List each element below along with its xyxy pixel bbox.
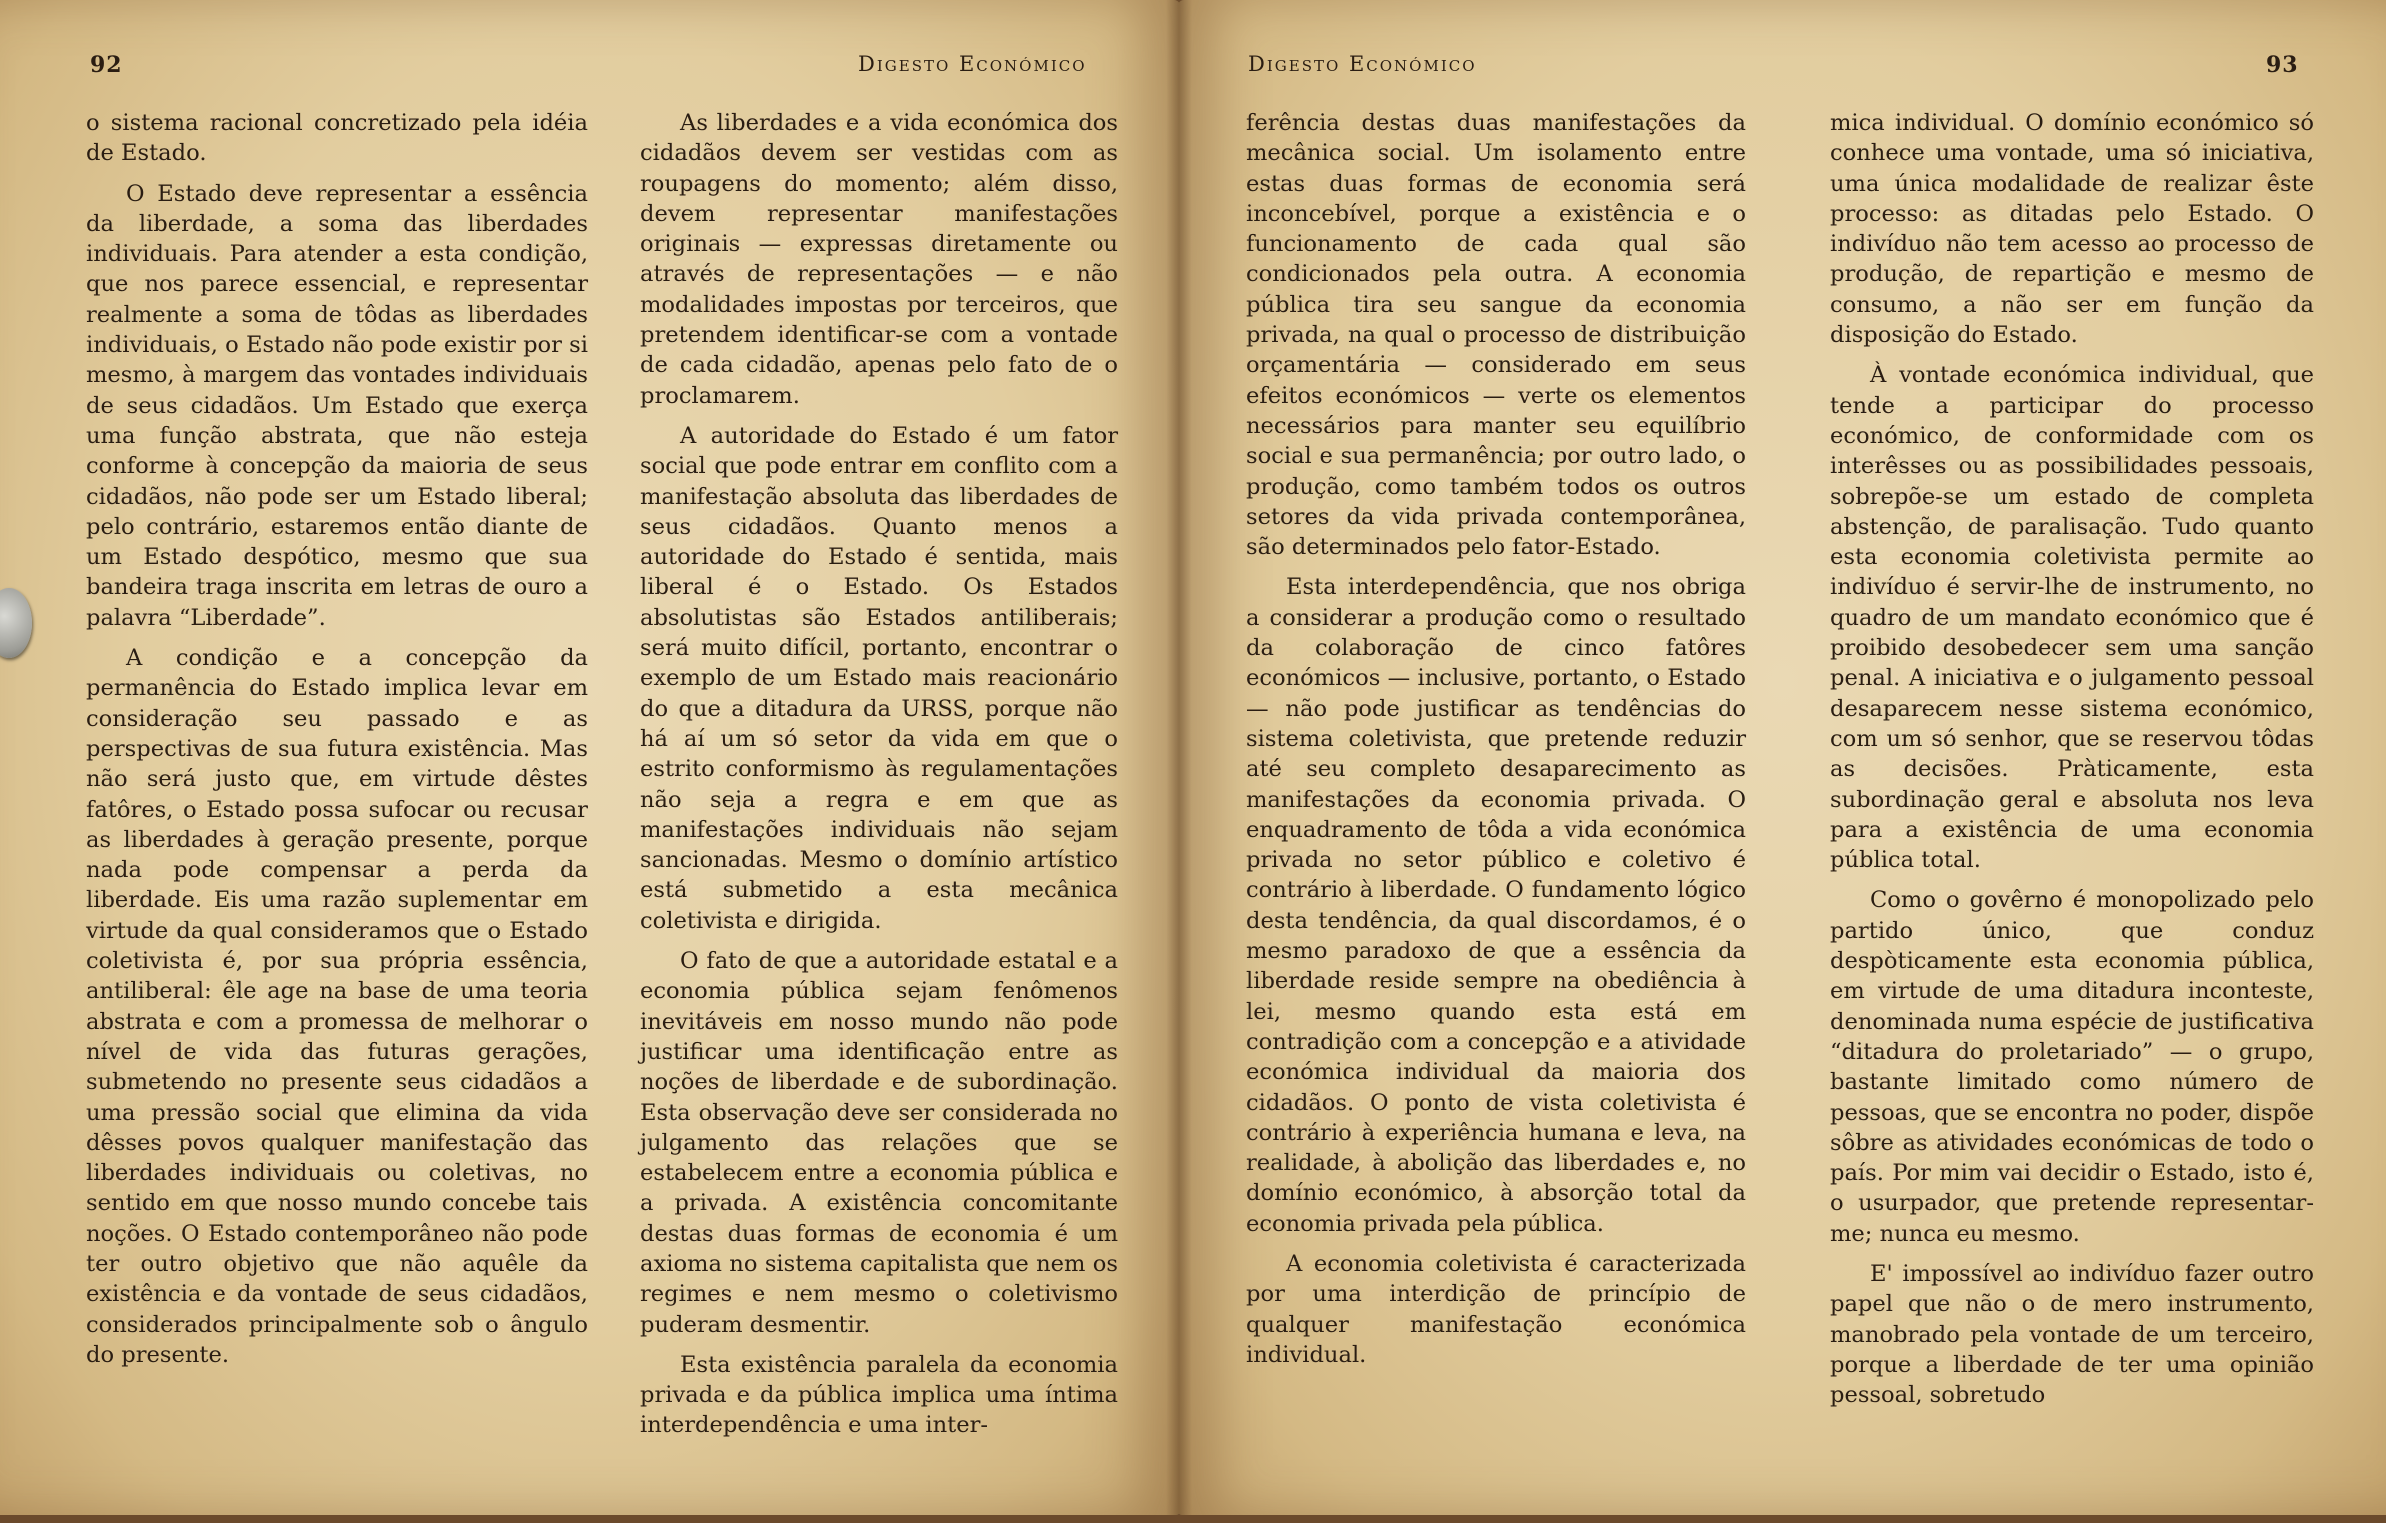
right-page	[1178, 0, 2386, 1515]
paragraph: ferência destas duas manifestações da mecânica social. Um isolamento entre estas duas formas de economia será inconcebível, porque a existência e o funcionamento de cada qual são condicionados pela outra. A economia pública tira seu sangue da economia privada, na qual o processo de distribuição orçamentária — considerado em seus efeitos económicos — verte os elementos necessários para manter seu equilíbrio social e sua permanência; por outro lado, o produção, como também todos os outros setores da vida privada contemporânea, são determinados pelo fator-Estado.	[1246, 110, 1746, 561]
paragraph: E' impossível ao indivíduo fazer outro papel que não o de mero instrumento, manobrado pela vontade de um terceiro, porque a liberdade de ter uma opinião pessoal, sobretudo	[1830, 1260, 2314, 1409]
column-4	[1830, 108, 2314, 1410]
paragraph: À vontade económica individual, que tende a participar do processo económico, de conformidade com os interêsses ou as possibilidades pessoais, sobrepõe-se um estado de completa abstenção, de paralisação. Tudo quanto esta economia coletivista permite ao indivíduo é servir-lhe de instrumento, no quadro de um mandato económico que é proibido desobedecer sem uma sanção penal. A iniciativa e o julgamento pessoal desaparecem nesse sistema económico, com um só senhor, que se reservou tôdas as decisões. Pràticamente, esta subordinação geral e absoluta nos leva para a existência de uma economia pública total.	[1830, 362, 2314, 874]
paragraph: As liberdades e a vida económica dos cidadãos devem ser vestidas com as roupagens do momento; além disso, devem representar manifestações originais — expressas diretamente ou através de representações — e não modalidades impostas por terceiros, que pretendem identificar-se com a vontade de cada cidadão, apenas pelo fato de o proclamarem.	[640, 110, 1118, 409]
paragraph: Esta existência paralela da economia privada e da pública implica uma íntima interdependência e uma inter-	[640, 1351, 1118, 1439]
column-2	[640, 108, 1118, 1441]
paragraph: O fato de que a autoridade estatal e a economia pública sejam fenômenos inevitáveis em nosso mundo não pode justificar uma identificação entre as noções de liberdade e de subordinação. Esta observação deve ser considerada no julgamento das relações que se estabelecem entre a economia pública e a privada. A existência concomitante destas duas formas de economia é um axioma no sistema capitalista que nem os regimes e nem mesmo o coletivismo puderam desmentir.	[640, 948, 1118, 1338]
running-head-right: Digesto Económico	[1248, 52, 1477, 76]
table-surface	[0, 1515, 2386, 1523]
paragraph: O Estado deve representar a essência da liberdade, a soma das liberdades individuais. Para atender a esta condição, que nos parece essencial, e representar realmente a soma de tôdas as liberdades individuais, o Estado não pode existir por si mesmo, à margem das vontades individuais de seus cidadãos. Um Estado que exerça uma função abstrata, que não esteja conforme à concepção da maioria de seus cidadãos, não pode ser um Estado liberal; pelo contrário, estaremos então diante de um Estado despótico, mesmo que sua bandeira traga inscrita em letras de ouro a palavra “Liberdade”.	[86, 180, 588, 631]
paragraph: A condição e a concepção da permanência do Estado implica levar em consideração seu passado e as perspectivas de sua futura existência. Mas não será justo que, em virtude dêstes fatôres, o Estado possa sufocar ou recusar as liberdades à geração presente, porque nada pode compensar a perda da liberdade. Eis uma razão suplementar em virtude da qual consideramos que o Estado coletivista é, por sua própria essência, antiliberal: êle age na base de uma teoria abstrata e com a promessa de melhorar o nível de vida das futuras gerações, submetendo no presente seus cidadãos a uma pressão social que elimina da vida dêsses povos qualquer manifestação das liberdades individuais ou coletivas, no sentido em que nosso mundo concebe tais noções. O Estado contemporâneo não pode ter outro objetivo que não aquêle da existência e da vontade de seus cidadãos, considerados principalmente sob o ângulo do presente.	[86, 645, 588, 1368]
book-gutter	[1166, 0, 1192, 1515]
page-number-right: 93	[2266, 52, 2299, 78]
page-number-left: 92	[90, 52, 123, 78]
column-1	[86, 108, 588, 1370]
column-3	[1246, 108, 1746, 1370]
paragraph: Como o govêrno é monopolizado pelo partido único, que conduz despòticamente esta economia pública, em virtude de uma ditadura incontestе, denominada numa espécie de justificativa “ditadura do proletariado” — o grupo, bastante limitado como número de pessoas, que se encontra no poder, dispõe sôbre as atividades económicas de todo o país. Por mim vai decidir o Estado, isto é, o usurpador, que pretende representar-me; nunca eu mesmo.	[1830, 887, 2314, 1247]
paragraph: o sistema racional concretizado pela idéia de Estado.	[86, 110, 588, 167]
left-page	[0, 0, 1180, 1515]
paragraph: A economia coletivista é caracterizada por uma interdição de princípio de qualquer manifestação económica individual.	[1246, 1250, 1746, 1368]
paper-clip-icon	[0, 588, 32, 658]
running-head-left: Digesto Económico	[858, 52, 1087, 76]
paragraph: mica individual. O domínio económico só conhece uma vontade, uma só iniciativa, uma única modalidade de realizar êste processo: as ditadas pelo Estado. O indivíduo não tem acesso ao processo de produção, de repartição e mesmo de consumo, a não ser em função da disposição do Estado.	[1830, 110, 2314, 349]
paragraph: A autoridade do Estado é um fator social que pode entrar em conflito com a manifestação absoluta das liberdades de seus cidadãos. Quanto menos a autoridade do Estado é sentida, mais liberal é o Estado. Os Estados absolutistas são Estados antiliberais; será muito difícil, portanto, encontrar o exemplo de um Estado mais reacionário do que a ditadura da URSS, porque não há aí um só setor da vida em que o estrito conformismo às regulamentações não seja a regra e em que as manifestações individuais não sejam sancionadas. Mesmo o domínio artístico está submetido a esta mecânica coletivista e dirigida.	[640, 422, 1118, 934]
paragraph: Esta interdependência, que nos obriga a considerar a produção como o resultado da colaboração de cinco fatôres económicos — inclusive, portanto, o Estado — não pode justificar as tendências do sistema coletivista, que pretende reduzir até seu completo desaparecimento as manifestações da economia privada. O enquadramento de tôda a vida económica privada no setor público e coletivo é contrário à liberdade. O fundamento lógico desta tendência, da qual discordamos, é o mesmo paradoxo de que a essência da liberdade reside sempre na obediência à lei, mesmo quando esta está em contradição com a concepção e a atividade económica individual da maioria dos cidadãos. O ponto de vista coletivista é contrário à experiência humana e leva, na realidade, à abolição das liberdades e, no domínio económico, à absorção total da economia privada pela pública.	[1246, 574, 1746, 1237]
